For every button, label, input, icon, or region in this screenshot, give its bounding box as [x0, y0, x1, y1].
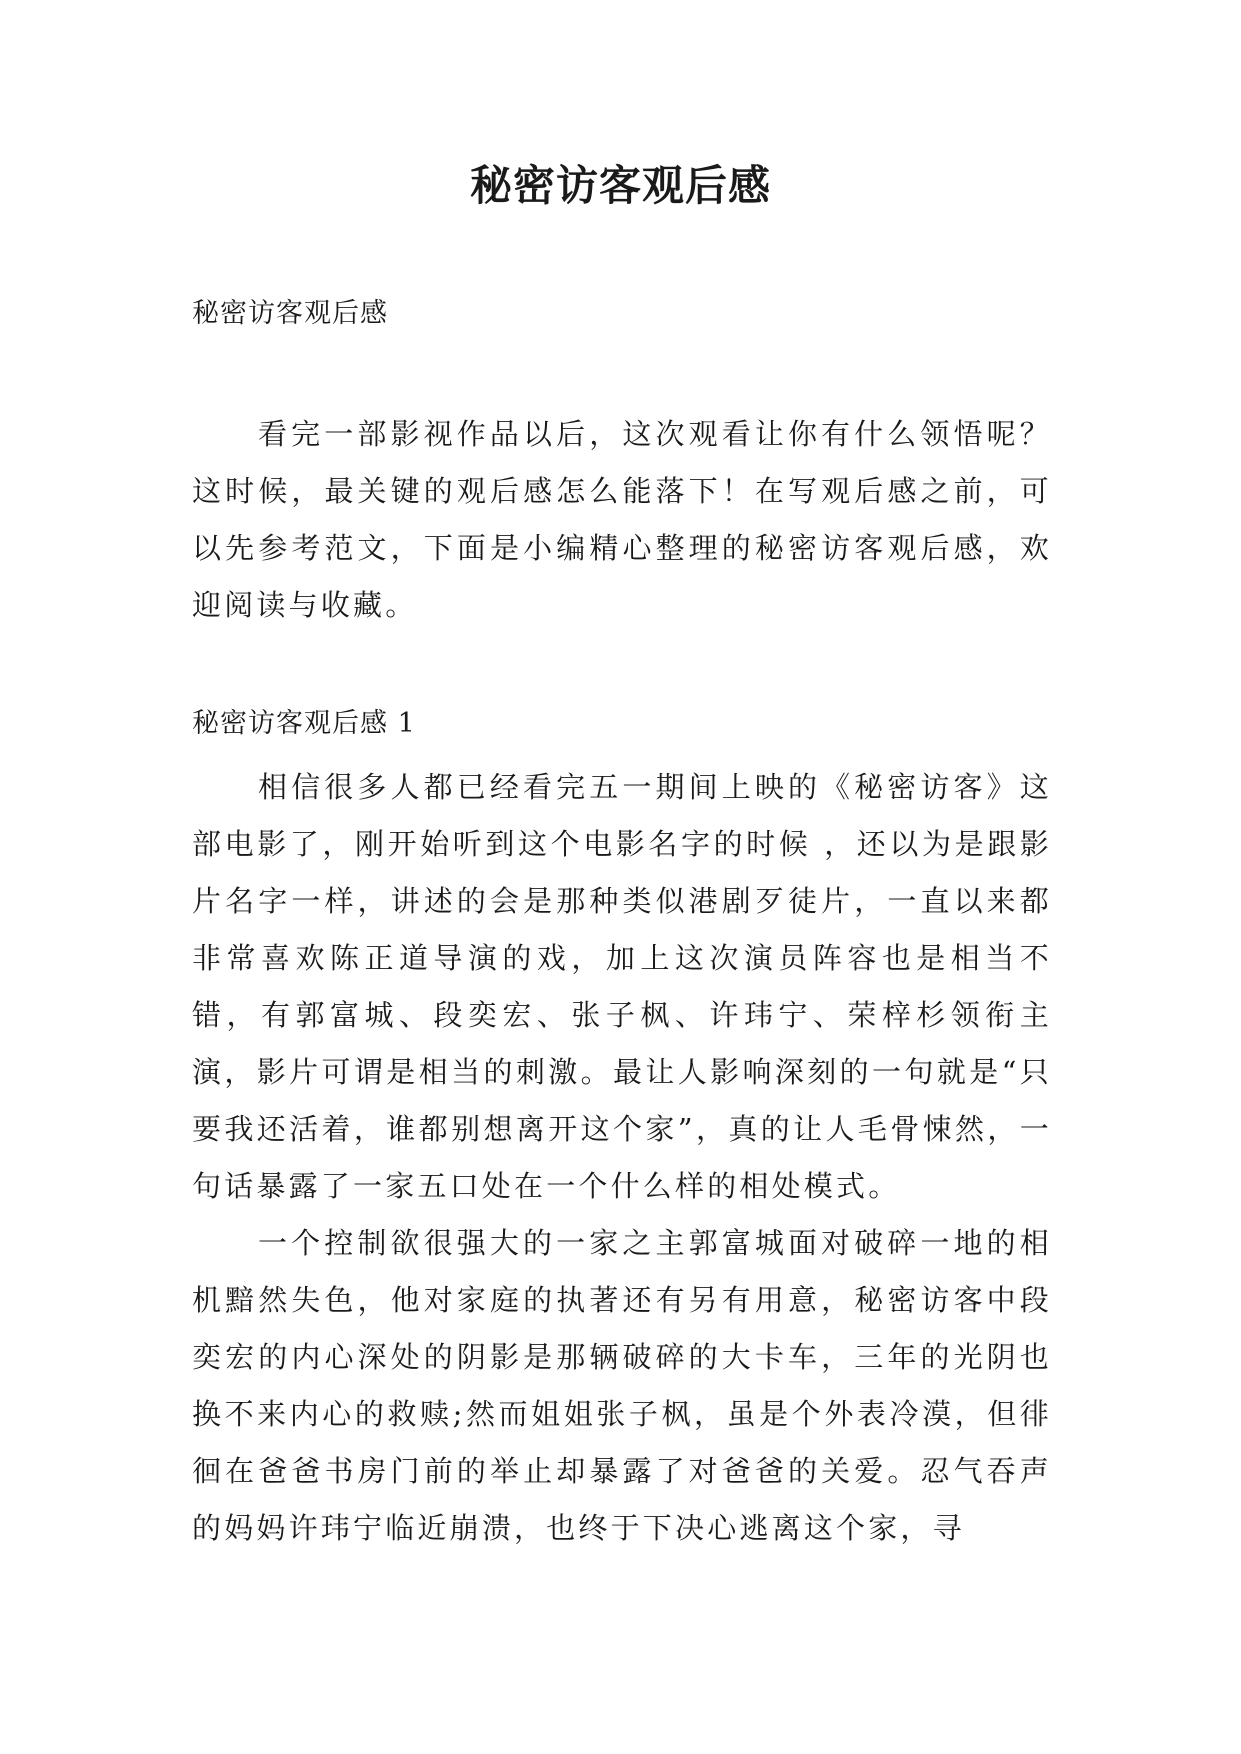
document-title: 秘密访客观后感	[469, 161, 771, 210]
document-subtitle: 秘密访客观后感	[192, 298, 388, 329]
section-heading: 秘密访客观后感 1	[192, 708, 416, 739]
section-body	[192, 759, 1052, 1557]
body-paragraph: 相信很多人都已经看完五一期间上映的《秘密访客》这部电影了，刚开始听到这个电影名字的时候 ，还以为是跟影片名字一样，讲述的会是那种类似港剧歹徒片，一直以来都非常喜欢陈正道导演的戏，加上这次演员阵容也是相当不错，有郭富城、段奕宏、张子枫、许玮宁、荣梓杉领衔主演，影片可谓是相当的刺激。最让人影响深刻的一句就是“只要我还活着，谁都别想离开这个家”，真的让人毛骨悚然，一句话暴露了一家五口处在一个什么样的相处模式。	[192, 770, 1052, 1203]
body-paragraph: 一个控制欲很强大的一家之主郭富城面对破碎一地的相机黯然失色，他对家庭的执著还有另有用意，秘密访客中段奕宏的内心深处的阴影是那辆破碎的大卡车，三年的光阴也换不来内心的救赎;然而姐姐张子枫，虽是个外表冷漠，但徘徊在爸爸书房门前的举止却暴露了对爸爸的关爱。忍气吞声的妈妈许玮宁临近崩溃，也终于下决心逃离这个家，寻	[192, 1226, 1052, 1545]
intro-paragraph: 看完一部影视作品以后，这次观看让你有什么领悟呢？这时候，最关键的观后感怎么能落下！在写观后感之前，可以先参考范文，下面是小编精心整理的秘密访客观后感，欢迎阅读与收藏。	[192, 417, 1052, 622]
